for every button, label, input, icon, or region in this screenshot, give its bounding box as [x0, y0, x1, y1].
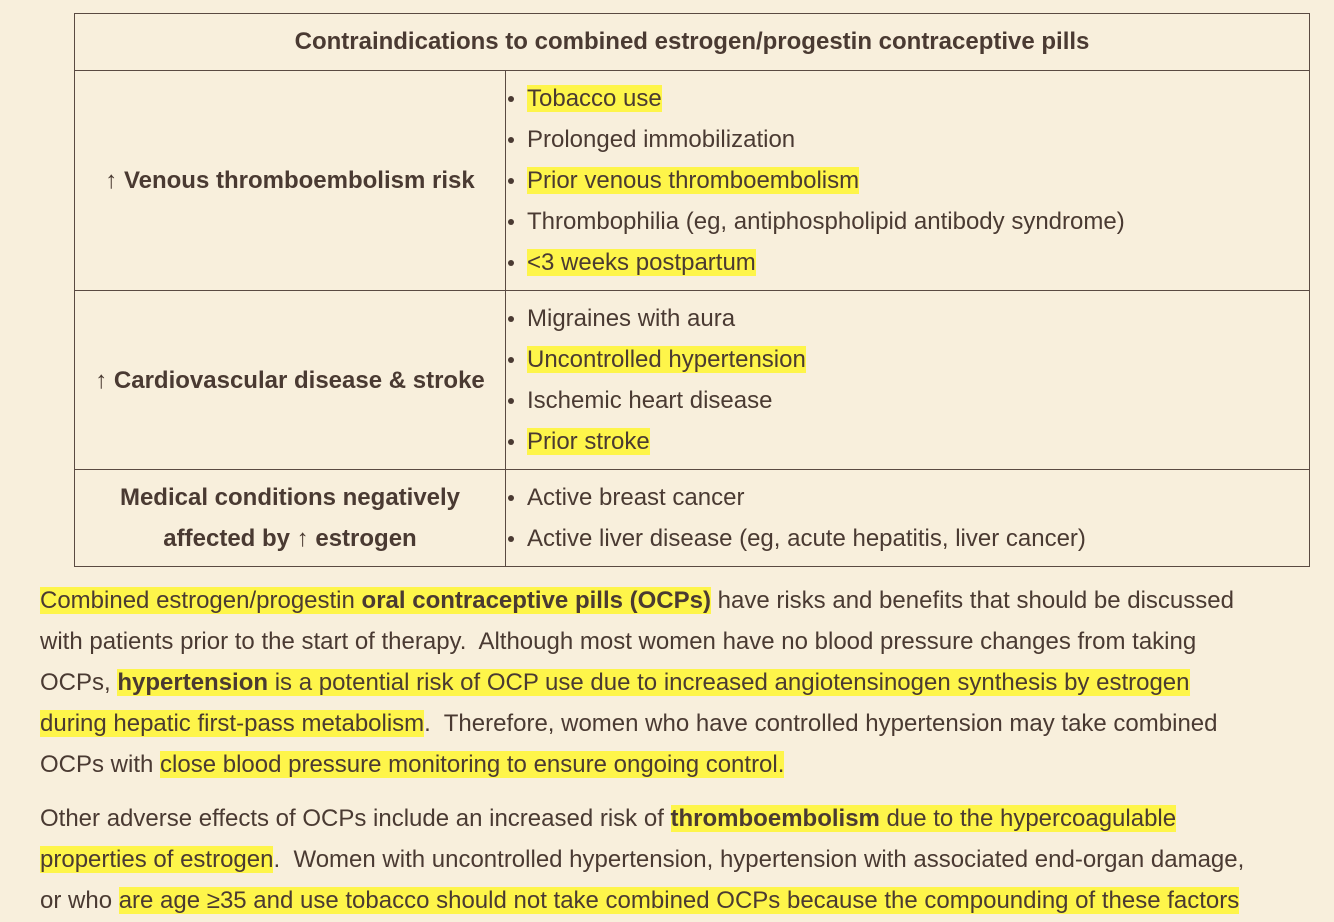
category-cell — [75, 470, 506, 567]
items-cell — [506, 71, 1310, 291]
category-label-line2-post: estrogen — [308, 525, 417, 552]
category-label-line2-pre: affected by — [163, 525, 297, 552]
table-row — [75, 71, 1310, 291]
explanation-paragraph-1: Combined estrogen/progestin oral contraceptive pills (OCPs) have risks and benefits that should be discussed with patients prior to the start of therapy. Although most women have no blood pressure changes from taking OCPs, hypertension is a potential risk of OCP use due to increased angiotensinogen synthesis by estrogen during hepatic first-pass metabolism. Therefore, women who have controlled hypertension may take combined OCPs with close blood pressure monitoring to ensure ongoing control. — [40, 587, 1234, 778]
up-arrow-icon: ↑ — [105, 167, 118, 194]
table-row — [75, 291, 1310, 470]
up-arrow-icon: ↑ — [95, 366, 108, 394]
list-item: Tobacco use — [506, 78, 1309, 119]
items-cell — [506, 291, 1310, 470]
list-item: Prior stroke — [506, 421, 1309, 462]
category-cell — [75, 71, 506, 291]
contraindications-table — [74, 13, 1310, 567]
explanation-paragraph-2: Other adverse effects of OCPs include an increased risk of thromboembolism due to the hypercoagulable properties of estrogen. Women with uncontrolled hypertension, hypertension with associated end-organ damage, or who are age ≥35 and use tobacco should not take combined OCPs because the compounding of these factors — [40, 805, 1245, 914]
table-title: Contraindications to combined estrogen/progestin contraceptive pills — [75, 14, 1310, 71]
list-item: <3 weeks postpartum — [506, 242, 1309, 283]
category-cell — [75, 291, 506, 470]
category-label: Cardiovascular disease & stroke — [113, 366, 485, 394]
table-row — [75, 470, 1310, 567]
list-item: Ischemic heart disease — [506, 380, 1309, 421]
list-item: Active liver disease (eg, acute hepatitis, liver cancer) — [506, 518, 1309, 559]
list-item: Active breast cancer — [506, 477, 1309, 518]
category-label: Venous thromboembolism risk — [123, 167, 475, 194]
list-item: Prolonged immobilization — [506, 119, 1309, 160]
category-label-line1: Medical conditions negatively — [119, 484, 461, 511]
list-item: Thrombophilia (eg, antiphospholipid antibody syndrome) — [506, 201, 1309, 242]
up-arrow-icon: ↑ — [296, 525, 309, 552]
list-item: Migraines with aura — [506, 298, 1309, 339]
list-item: Uncontrolled hypertension — [506, 339, 1309, 380]
items-cell — [506, 470, 1310, 567]
list-item: Prior venous thromboembolism — [506, 160, 1309, 201]
